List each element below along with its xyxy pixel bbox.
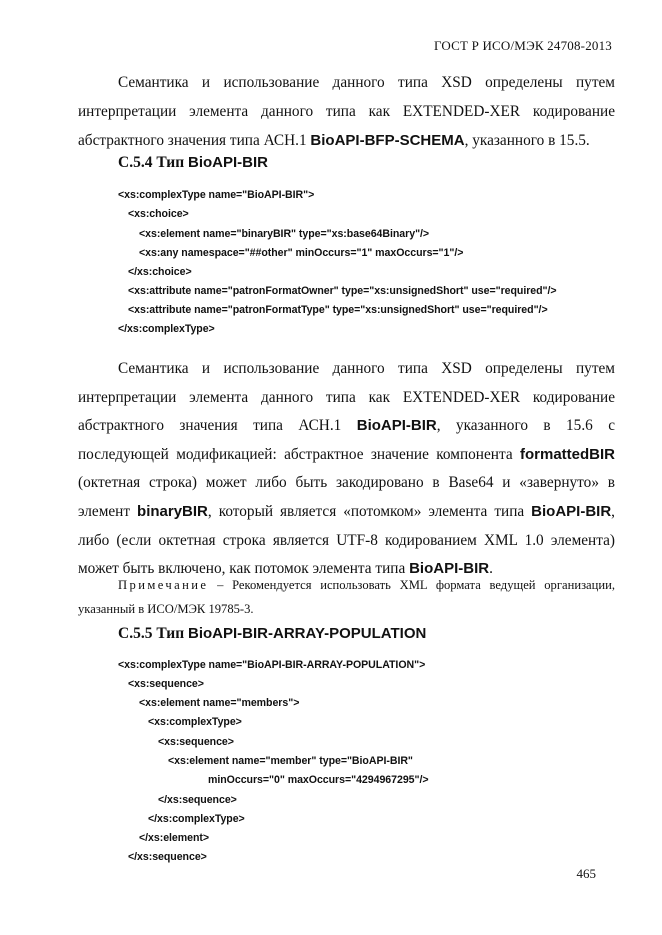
paragraph-text: (октетная строка) может либо быть закодировано в Base64 и «завернуто» в элемент <box>78 474 615 520</box>
code-line: <xs:any namespace="##other" minOccurs="1" maxOccurs="1"/> <box>139 247 464 259</box>
paragraph-text: Семантика и использование данного типа XSD определены путем интерпретации элемента данного типа как EXTENDED-XER кодирование абстрактного значения типа АСН.1 <box>78 74 615 149</box>
paragraph-semantics-bfp <box>78 68 615 155</box>
code-line: </xs:complexType> <box>148 813 245 825</box>
type-name-bold: BioAPI-BFP-SCHEMA <box>310 132 465 149</box>
code-line: </xs:choice> <box>128 266 192 278</box>
code-line: <xs:element name="binaryBIR" type="xs:base64Binary"/> <box>139 228 430 240</box>
component-name-bold: formattedBIR <box>519 445 615 463</box>
note-text: – Рекомендуется использовать XML формата ведущей организации, указанный в ИСО/МЭК 19785-3. <box>78 578 615 616</box>
code-line: </xs:element> <box>139 832 210 844</box>
paragraph-text: , указанного в 15.6 с последующей модификацией: абстрактное значение компонента <box>78 417 615 463</box>
code-line: <xs:element name="members"> <box>139 697 300 709</box>
code-line: <xs:complexType name="BioAPI-BIR"> <box>118 189 315 201</box>
element-name-bold: binaryBIR <box>137 502 208 520</box>
code-line: <xs:element name="member" type="BioAPI-BIR" <box>168 755 413 767</box>
code-line: <xs:attribute name="patronFormatOwner" type="xs:unsignedShort" use="required"/> <box>128 285 557 297</box>
type-name-bold: BioAPI-BIR <box>409 560 490 578</box>
type-name-bold: BioAPI-BIR <box>531 502 612 520</box>
paragraph-text: , либо (если октетная строка является UTF-8 кодированием XML 1.0 элемента) может быть включено, как потомок элемента типа <box>78 502 615 578</box>
code-line: </xs:sequence> <box>158 794 237 806</box>
standard-header: ГОСТ Р ИСО/МЭК 24708-2013 <box>433 38 612 53</box>
paragraph-text: , указанного в 15.5. <box>464 132 590 149</box>
paragraph-text: Семантика и использование данного типа XSD определены путем интерпретации элемента данного типа как EXTENDED-XER кодирование абстрактного значения типа АСН.1 <box>78 360 615 435</box>
code-line: <xs:complexType name="BioAPI-BIR-ARRAY-POPULATION"> <box>118 659 426 671</box>
note-paragraph <box>78 573 615 621</box>
code-line: minOccurs="0" maxOccurs="4294967295"/> <box>208 774 429 786</box>
code-line: <xs:complexType> <box>148 716 242 728</box>
code-line: <xs:choice> <box>128 208 189 220</box>
page-number: 465 <box>576 866 596 881</box>
note-label: Примечание <box>118 578 209 592</box>
paragraph-text: . <box>489 560 493 578</box>
section-type-name: BioAPI-BIR-ARRAY-POPULATION <box>188 625 427 642</box>
code-line: <xs:sequence> <box>128 678 204 690</box>
code-line: <xs:sequence> <box>158 736 234 748</box>
section-type-name: BioAPI-BIR <box>188 154 269 171</box>
paragraph-semantics-bir <box>78 355 615 584</box>
code-line: </xs:sequence> <box>128 851 207 863</box>
code-line: <xs:attribute name="patronFormatType" type="xs:unsignedShort" use="required"/> <box>128 304 548 316</box>
section-heading-c55 <box>118 625 426 643</box>
section-heading-c54 <box>118 154 268 172</box>
section-number: С.5.4 Тип <box>118 154 185 171</box>
code-line: </xs:complexType> <box>118 323 215 335</box>
type-name-bold: BioAPI-BIR <box>356 417 437 435</box>
paragraph-text: , который является «потомком» элемента типа <box>207 502 532 520</box>
section-number: С.5.5 Тип <box>118 625 185 642</box>
